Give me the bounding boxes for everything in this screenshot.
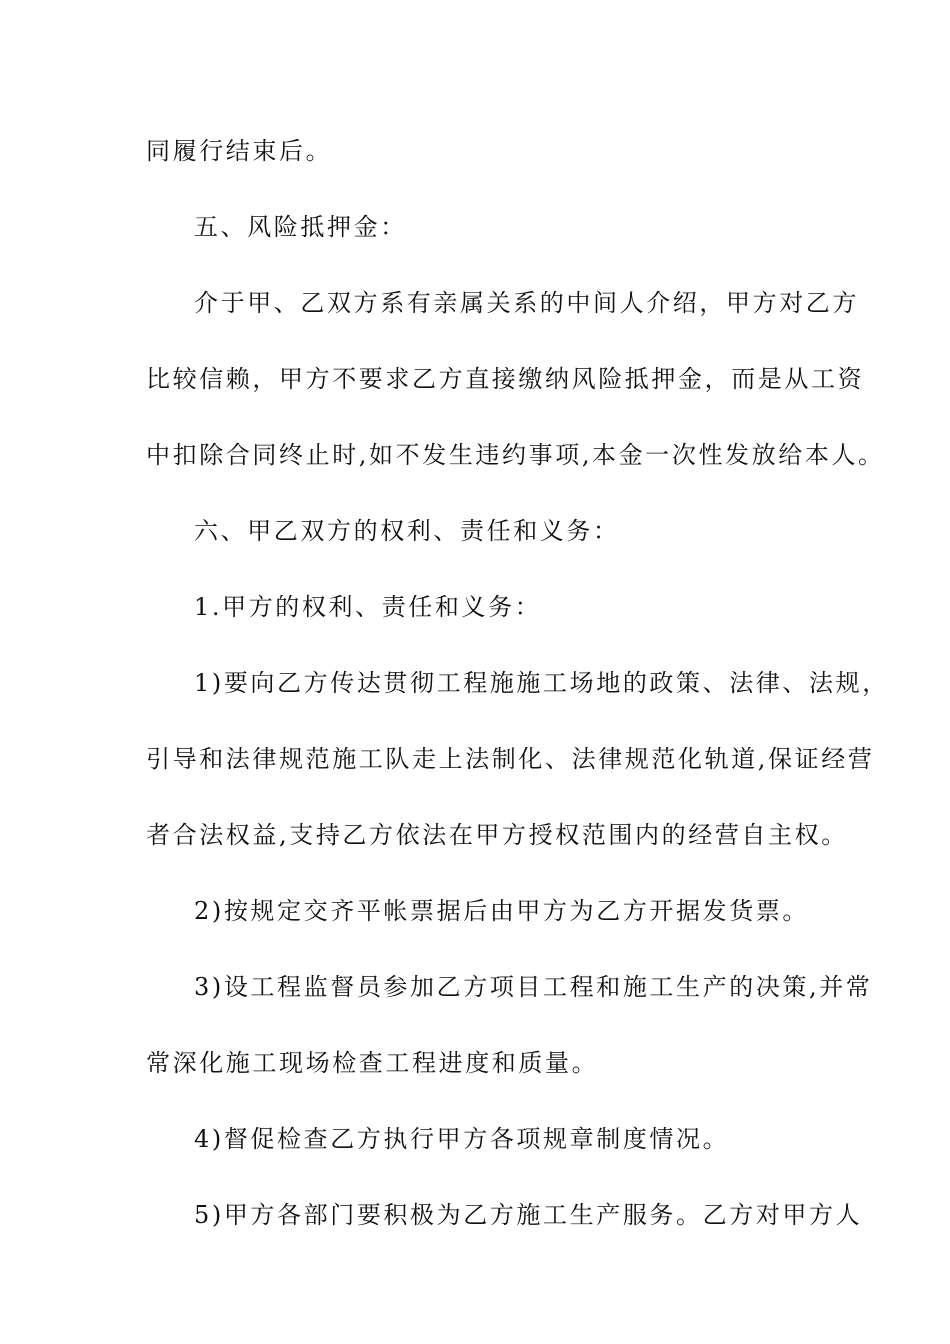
list-item: 3)设工程监督员参加乙方项目工程和施工生产的决策,并常	[194, 973, 873, 1001]
text-line: 中扣除合同终止时,如不发生违约事项,本金一次性发放给本人。	[146, 441, 885, 469]
list-item: 4)督促检查乙方执行甲方各项规章制度情况。	[194, 1125, 730, 1153]
subsection-heading: 1.甲方的权利、责任和义务：	[194, 593, 542, 621]
text-line: 者合法权益,支持乙方依法在甲方授权范围内的经营自主权。	[146, 821, 848, 849]
text-line: 常深化施工现场检查工程进度和质量。	[146, 1049, 599, 1077]
list-item: 1)要向乙方传达贯彻工程施施工场地的政策、法律、法规，	[194, 669, 889, 697]
list-item: 5)甲方各部门要积极为乙方施工生产服务。乙方对甲方人	[194, 1201, 863, 1229]
text-line: 比较信赖，甲方不要求乙方直接缴纳风险抵押金，而是从工资	[146, 365, 865, 393]
text-line: 同履行结束后。	[146, 137, 333, 165]
list-item: 2)按规定交齐平帐票据后由甲方为乙方开据发货票。	[194, 897, 810, 925]
text-line: 引导和法律规范施工队走上法制化、法律规范化轨道,保证经营	[146, 745, 875, 773]
text-line: 介于甲、乙双方系有亲属关系的中间人介绍，甲方对乙方	[194, 289, 859, 317]
section-heading: 六、甲乙双方的权利、责任和义务：	[194, 517, 620, 545]
section-heading: 五、风险抵押金：	[194, 213, 407, 241]
